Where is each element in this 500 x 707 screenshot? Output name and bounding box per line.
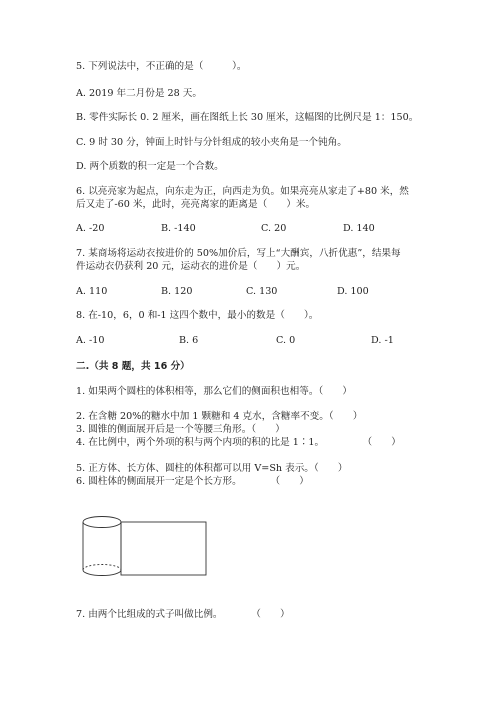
judge-item-5: 5. 正方体、长方体、圆柱的体积都可以用 V=Sh 表示。（ ）	[76, 463, 348, 474]
q8-option-c: C. 0	[276, 335, 296, 346]
unrolled-rectangle	[121, 522, 206, 575]
judge-item-2: 2. 在含糖 20%的糖水中加 1 颗糖和 4 克水，含糖率不变。（ ）	[76, 411, 363, 422]
q5-option-d: D. 两个质数的积一定是一个合数。	[76, 161, 224, 172]
q7-stem-line2: 件运动衣仍获利 20 元，运动衣的进价是（ ）元。	[76, 261, 306, 272]
q8-option-d: D. -1	[371, 335, 394, 346]
q7-option-a: A. 110	[76, 286, 108, 297]
cylinder-top-ellipse	[83, 517, 121, 528]
q7-stem-line1: 7. 某商场将运动衣按进价的 50%加价后，写上“大酬宾，八折优惠”，结果每	[76, 248, 401, 259]
judge-item-6: 6. 圆柱体的侧面展开一定是个长方形。 （ ）	[76, 476, 309, 487]
q6-option-b: B. -140	[161, 223, 196, 234]
q6-option-c: C. 20	[261, 223, 287, 234]
q8-option-a: A. -10	[76, 335, 105, 346]
q6-stem-line2: 后又走了-60 米，此时，亮亮离家的距离是（ ）米。	[76, 199, 316, 210]
judge-item-3: 3. 圆锥的侧面展开后是一个等腰三角形。（ ）	[76, 424, 285, 435]
q5-option-a: A. 2019 年二月份是 28 天。	[76, 88, 202, 99]
q6-option-d: D. 140	[343, 223, 375, 234]
q5-stem: 5. 下列说法中，不正确的是（ ）。	[76, 61, 247, 72]
judge-item-7: 7. 由两个比组成的式子叫做比例。 （ ）	[76, 609, 290, 620]
judge-item-1: 1. 如果两个圆柱的体积相等，那么它们的侧面积也相等。（ ）	[76, 386, 353, 397]
cylinder-unfold-figure	[78, 512, 210, 584]
cylinder-bottom-front	[83, 570, 121, 576]
q5-option-c: C. 9 时 30 分，钟面上时针与分针组成的较小夹角是一个钝角。	[76, 137, 347, 148]
q8-stem: 8. 在-10，6，0 和-1 这四个数中，最小的数是（ ）。	[76, 310, 319, 321]
q7-option-d: D. 100	[337, 286, 369, 297]
q6-option-a: A. -20	[76, 223, 105, 234]
section-2-title: 二.（共 8 题，共 16 分）	[76, 361, 190, 372]
q6-stem-line1: 6. 以亮亮家为起点，向东走为正，向西走为负。如果亮亮从家走了+80 米，然	[76, 186, 409, 197]
cylinder-bottom-back	[83, 565, 121, 571]
q5-option-b: B. 零件实际长 0. 2 厘米，画在图纸上长 30 厘米，这幅图的比例尺是 1：150。	[76, 112, 419, 123]
judge-item-4: 4. 在比例中，两个外项的积与两个内项的积的比是 1∶1。 （ ）	[76, 437, 401, 448]
q7-option-b: B. 120	[161, 286, 193, 297]
q7-option-c: C. 130	[246, 286, 278, 297]
q8-option-b: B. 6	[179, 335, 199, 346]
